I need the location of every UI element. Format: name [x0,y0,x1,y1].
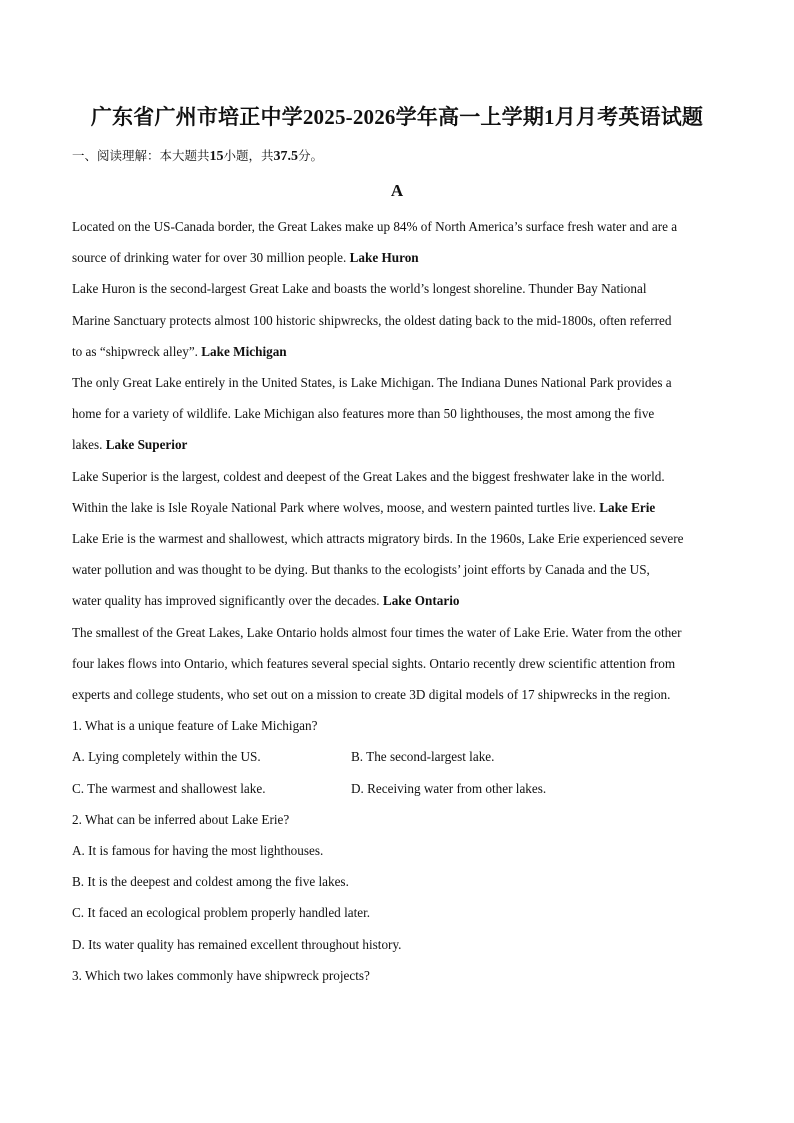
passage-line-text: Lake Erie is the warmest and shallowest, which attracts migratory birds. In the 1960s, Lake Erie experienced severe [72,531,684,546]
passage-line-text: experts and college students, who set out on a mission to create 3D digital models of 17 shipwrecks in the region. [72,687,671,702]
passage-letter: A [390,181,404,200]
passage-line [72,624,682,642]
question-1-stem: 1. What is a unique feature of Lake Michigan? [72,718,318,733]
passage-line [72,218,677,236]
passage-line-text: lakes. [72,437,106,452]
passage-line-text: Marine Sanctuary protects almost 100 historic shipwrecks, the oldest dating back to the mid-1800s, often referred [72,313,672,328]
passage-line-text: The only Great Lake entirely in the United States, is Lake Michigan. The Indiana Dunes National Park provides a [72,375,672,390]
passage-line [72,655,675,673]
question-2-option-b[interactable]: B. It is the deepest and coldest among the five lakes. [72,874,349,889]
question-1-option-c[interactable]: C. The warmest and shallowest lake. [72,781,266,796]
passage-line [72,405,654,423]
section-heading-prefix: 一、阅读理解：本大题共 [72,148,210,163]
passage-subheading: Lake Erie [599,500,656,515]
passage-subheading: Lake Ontario [382,593,460,608]
passage-line [72,592,459,610]
passage-line [72,249,419,267]
question-2-option-d[interactable]: D. Its water quality has remained excellent throughout history. [72,937,402,952]
passage-line-text: four lakes flows into Ontario, which features several special sights. Ontario recently drew scientific attention from [72,656,676,671]
passage-line-text: home for a variety of wildlife. Lake Michigan also features more than 50 lighthouses, the most among the five [72,406,655,421]
question-2-option-c[interactable]: C. It faced an ecological problem properly handled later. [72,905,371,920]
passage-line-text: The smallest of the Great Lakes, Lake Ontario holds almost four times the water of Lake Erie. Water from the other [72,625,682,640]
passage-line [72,280,646,298]
question-1-option-d[interactable]: D. Receiving water from other lakes. [351,781,547,796]
question-3-stem: 3. Which two lakes commonly have shipwreck projects? [72,968,370,983]
section-heading-suffix: 分。 [298,148,324,163]
passage-line-text: source of drinking water for over 30 million people. [72,250,350,265]
section-heading [72,146,323,165]
passage-line [72,436,187,454]
passage-line [72,468,665,486]
passage-line-text: Within the lake is Isle Royale National Park where wolves, moose, and western painted turtles live. [72,500,600,515]
passage-line [72,343,287,361]
passage-line [72,530,684,548]
question-2-option-a[interactable]: A. It is famous for having the most lighthouses. [72,843,324,858]
passage-line-text: Located on the US-Canada border, the Great Lakes make up 84% of North America’s surface fresh water and are a [72,219,678,234]
passage-line [72,499,655,517]
question-1-option-a[interactable]: A. Lying completely within the US. [72,749,261,764]
section-question-count: 15 [209,149,224,164]
question-2-stem: 2. What can be inferred about Lake Erie? [72,812,290,827]
passage-line-text: Lake Superior is the largest, coldest and deepest of the Great Lakes and the biggest freshwater lake in the world. [72,469,665,484]
passage-line-text: to as “shipwreck alley”. [72,344,202,359]
passage-subheading: Lake Superior [105,437,188,452]
passage-line [72,561,650,579]
section-heading-mid: 小题，共 [223,148,274,163]
passage-line-text: Lake Huron is the second-largest Great Lake and boasts the world’s longest shoreline. Thunder Bay National [72,281,647,296]
question-1-option-b[interactable]: B. The second-largest lake. [351,749,495,764]
passage-line [72,374,672,392]
exam-title: 广东省广州市培正中学2025-2026学年高一上学期1月月考英语试题 [90,105,704,129]
passage-line-text: water quality has improved significantly over the decades. [72,593,383,608]
passage-subheading: Lake Michigan [201,344,287,359]
passage-line [72,686,670,704]
passage-subheading: Lake Huron [349,250,419,265]
passage-line [72,312,672,330]
section-score: 37.5 [273,149,299,164]
passage-line-text: water pollution and was thought to be dying. But thanks to the ecologists’ joint efforts by Canada and the US, [72,562,650,577]
